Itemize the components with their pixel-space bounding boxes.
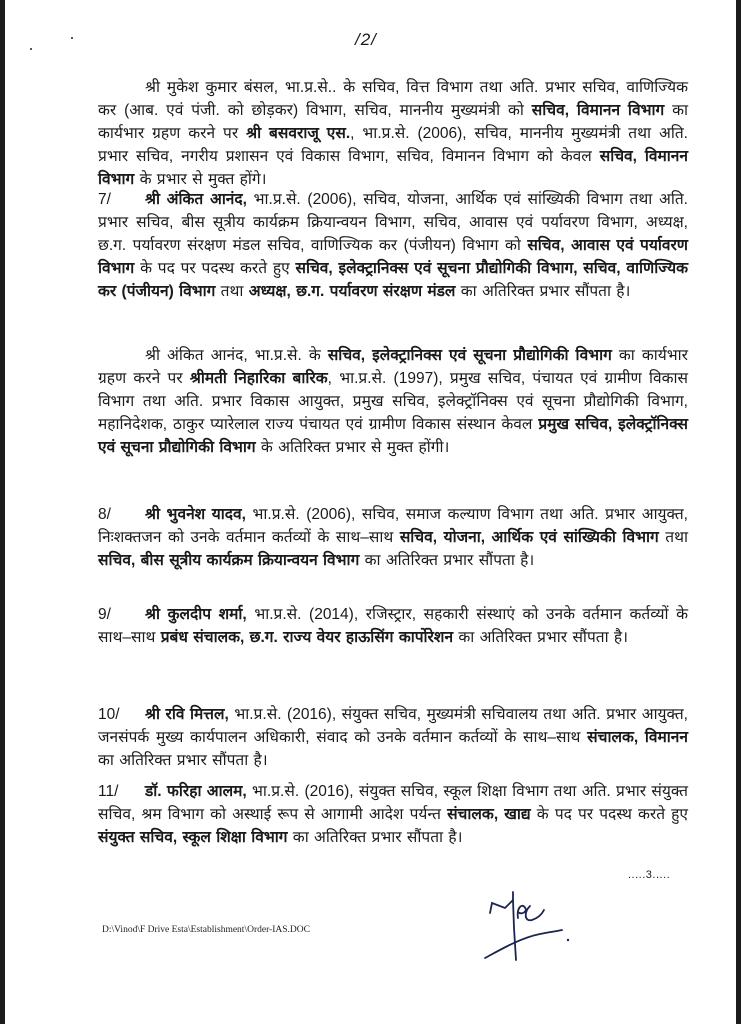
text: के पद पर पदस्थ करते हुए [530, 806, 688, 823]
text: श्री मुकेश कुमार बंसल, भा.प्र.से.. के सचिव, वित्त विभाग तथा अति. प्रभार सचिव, वाणिज्यिक कर (आब. एवं पंजी. को छोड़कर) विभाग, सचिव, माननीय मुख्यमंत्री को [98, 79, 688, 119]
bold-text: सचिव, विमानन विभाग [98, 148, 689, 188]
bold-text: डॉ. फरिहा आलम, [145, 783, 247, 800]
signature [480, 888, 600, 973]
bold-text: श्री रवि मित्तल, [145, 706, 229, 723]
bold-text: प्रबंध संचालक, छ.ग. राज्य वेयर हाऊसिंग कार्पोरेशन [160, 629, 454, 646]
paragraph-item-10 [98, 703, 688, 772]
signature-stroke [518, 906, 526, 918]
text: का अतिरिक्त प्रभार सौंपता है। [455, 283, 631, 300]
signature-stroke [526, 906, 544, 920]
text: भा.प्र.से. (2006), सचिव, समाज कल्याण विभाग तथा अति. प्रभार आयुक्त, निःशक्तजन को उनके वर्तमान कर्तव्यों के साथ–साथ [98, 506, 688, 546]
text: भा.प्र.से. (2016), संयुक्त सचिव, मुख्यमंत्री सचिवालय तथा अति. प्रभार आयुक्त, जनसंपर्क मुख्य कार्यपालन अधिकारी, संवाद को उनके वर्तमान कर्तव्यों के साथ–साथ [98, 706, 688, 746]
text: , भा.प्र.से. (1997), प्रमुख सचिव, पंचायत एवं ग्रामीण विकास विभाग तथा अति. प्रभार विकास आयुक्त, प्रमुख सचिव, इलेक्ट्रॉनिक्स एवं सूचना प्रौद्योगिकी विभाग, महानिदेशक, ठाकुर प्यारेलाल राज्य पंचायत एवं ग्रामीण विकास संस्थान केवल [98, 370, 688, 433]
bold-text: श्री बसवराजू एस. [246, 125, 351, 142]
text: के पद पर पदस्थ करते हुए [134, 260, 296, 277]
text: का अतिरिक्त प्रभार सौंपता है। [287, 829, 463, 846]
text: भा.प्र.से. (2014), रजिस्ट्रार, सहकारी संस्थाएं को उनके वर्तमान कर्तव्यों के साथ–साथ [98, 606, 688, 646]
bold-text: संचालक, विमानन [587, 729, 689, 746]
item-number: 9/ [98, 606, 111, 623]
paragraph-item-11 [98, 780, 688, 849]
bold-text: श्री अंकित आनंद, [145, 191, 247, 208]
text: का अतिरिक्त प्रभार सौंपता है। [98, 752, 268, 769]
bold-text: प्रमुख सचिव, इलेक्ट्रॉनिक्स एवं सूचना प्रौद्योगिकी विभाग [98, 416, 688, 456]
paragraph-item-9 [98, 603, 688, 649]
continuation-marker: .....3..... [628, 869, 671, 881]
bold-text: सचिव, इलेक्ट्रानिक्स एवं सूचना प्रौद्योगिकी विभाग, सचिव, वाणिज्यिक कर (पंजीयन) विभाग [98, 260, 688, 300]
item-number: 11/ [98, 783, 119, 800]
bold-text: सचिव, योजना, आर्थिक एवं सांख्यिकी विभाग [399, 529, 659, 546]
text: का अतिरिक्त प्रभार सौंपता है। [359, 552, 535, 569]
paragraph-item-7-relief [98, 344, 688, 459]
scan-speck [30, 48, 32, 50]
text: भा.प्र.से. (2006), सचिव, योजना, आर्थिक एवं सांख्यिकी विभाग तथा अति. प्रभार सचिव, बीस सूत्रीय कार्यक्रम क्रियान्वयन विभाग, सचिव, आवास एवं पर्यावरण विभाग, अध्यक्ष, छ.ग. पर्यावरण संरक्षण मंडल सचिव, वाणिज्यिक कर (पंजीयन) विभाग को [98, 191, 688, 254]
item-number: 8/ [98, 506, 111, 523]
bold-text: संचालक, खाद्य [447, 806, 531, 823]
text: के प्रभार से मुक्त होंगे। [134, 171, 267, 188]
bold-text: सचिव, आवास एवं पर्यावरण विभाग [98, 237, 688, 277]
signature-stroke [485, 930, 562, 958]
item-number: 7/ [98, 191, 111, 208]
paragraph-bansal [98, 76, 688, 191]
bold-text: सचिव, बीस सूत्रीय कार्यक्रम क्रियान्वयन विभाग [98, 552, 360, 569]
right-scan-border [736, 0, 741, 1024]
scan-speck [71, 37, 73, 39]
bold-text: सचिव, विमानन विभाग [531, 102, 665, 119]
bold-text: सचिव, इलेक्ट्रानिक्स एवं सूचना प्रौद्योगिकी विभाग [327, 347, 612, 364]
text: तथा [215, 283, 249, 300]
file-path-footer: D:\Vinod\F Drive Esta\Establishment\Order-IAS.DOC [102, 925, 310, 935]
paragraph-item-8 [98, 503, 688, 572]
text: , भा.प्र.से. (2006), सचिव, माननीय मुख्यमंत्री तथा अति. प्रभार सचिव, नगरीय प्रशासन एवं विकास विभाग, सचिव, विमानन विभाग को केवल [98, 125, 688, 165]
bold-text: अध्यक्ष, छ.ग. पर्यावरण संरक्षण मंडल [248, 283, 456, 300]
text: भा.प्र.से. (2016), संयुक्त सचिव, स्कूल शिक्षा विभाग तथा अति. प्रभार संयुक्त सचिव, श्रम विभाग को अस्थाई रूप से आगामी आदेश पर्यन्त [98, 783, 689, 823]
signature-stroke [490, 900, 513, 913]
page-number: /2/ [355, 30, 377, 49]
left-scan-border [0, 0, 5, 1024]
text: का कार्यभार ग्रहण करने पर [98, 347, 688, 387]
bold-text: संयुक्त सचिव, स्कूल शिक्षा विभाग [98, 829, 288, 846]
text: के अतिरिक्त प्रभार से मुक्त होंगी। [255, 439, 450, 456]
paragraph-item-7 [98, 188, 688, 303]
signature-stroke [513, 892, 516, 960]
text: का अतिरिक्त प्रभार सौंपता है। [453, 629, 629, 646]
bold-text: श्रीमती निहारिका बारिक [189, 370, 328, 387]
signature-dot [567, 939, 569, 941]
bold-text: श्री कुलदीप शर्मा, [145, 606, 247, 623]
text: श्री अंकित आनंद, भा.प्र.से. के [145, 347, 328, 364]
bold-text: श्री भुवनेश यादव, [145, 506, 246, 523]
item-number: 10/ [98, 706, 120, 723]
text: का कार्यभार ग्रहण करने पर [98, 102, 689, 142]
text: तथा [658, 529, 688, 546]
